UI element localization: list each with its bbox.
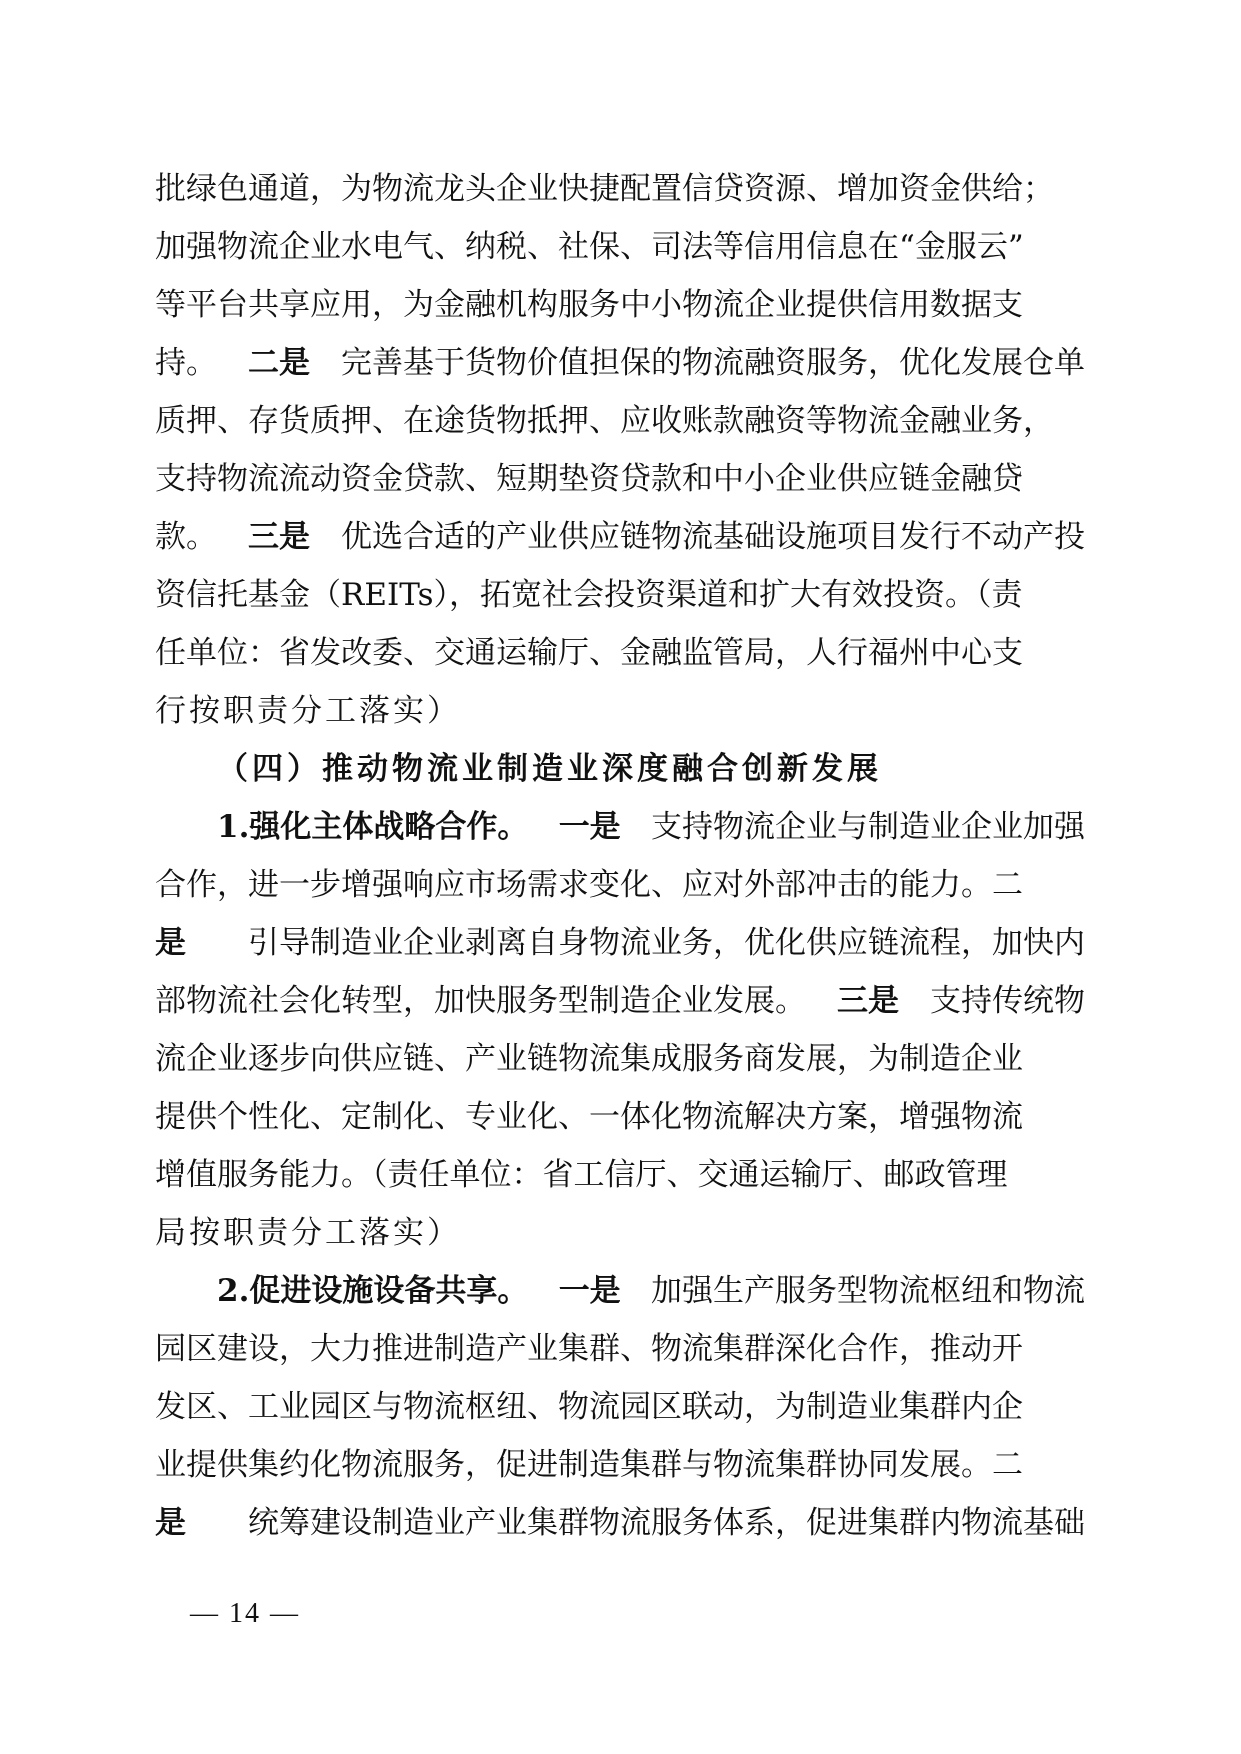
text-line: 局按职责分工落实）: [155, 1215, 461, 1251]
text-line: 园区建设，大力推进制造产业集群、物流集群深化合作，推动开: [155, 1331, 1023, 1367]
text-line: 业提供集约化物流服务，促进制造集群与物流集群协同发展。二: [155, 1447, 1023, 1483]
section-heading: （四）推动物流业制造业深度融合创新发展: [217, 751, 882, 787]
text-line: 质押、存货质押、在途货物抵押、应收账款融资等物流金融业务，: [155, 403, 1054, 439]
text-fragment: 持。: [155, 345, 217, 381]
text-line: [155, 972, 1085, 1030]
text-line: 发区、工业园区与物流枢纽、物流园区联动，为制造业集群内企: [155, 1389, 1023, 1425]
text-line: [155, 334, 1085, 392]
text-line: [155, 798, 1085, 856]
document-body: [155, 160, 1085, 1552]
bold-marker: 二是: [248, 345, 310, 381]
text-line: [155, 1262, 1085, 1320]
text-line: 任单位：省发改委、交通运输厅、金融监管局，人行福州中心支: [155, 635, 1023, 671]
text-line: 支持物流流动资金贷款、短期垫资贷款和中小企业供应链金融贷: [155, 461, 1023, 497]
text-fragment: 款。: [155, 519, 217, 555]
bold-marker: 一是: [558, 1273, 621, 1309]
text-fragment: 部物流社会化转型，加快服务型制造企业发展。: [155, 983, 806, 1019]
text-fragment: 加强生产服务型物流枢纽和物流: [651, 1273, 1085, 1309]
bold-marker: 是: [155, 1505, 186, 1541]
text-fragment: 优选合适的产业供应链物流基础设施项目发行不动产投: [341, 519, 1085, 555]
text-fragment: 引导制造业企业剥离自身物流业务，优化供应链流程，加快内: [248, 925, 1085, 961]
subsection-title: 1.强化主体战略合作。: [217, 809, 529, 845]
text-line: 合作，进一步增强响应市场需求变化、应对外部冲击的能力。二: [155, 867, 1023, 903]
text-line: [155, 914, 1085, 972]
text-line: 行按职责分工落实）: [155, 693, 461, 729]
text-line: 批绿色通道，为物流龙头企业快捷配置信贷资源、增加资金供给；: [155, 171, 1054, 207]
text-line: 增值服务能力。（责任单位：省工信厅、交通运输厅、邮政管理: [155, 1157, 1008, 1193]
bold-marker: 三是: [837, 983, 899, 1019]
text-line: [155, 1494, 1085, 1552]
text-line: 等平台共享应用，为金融机构服务中小物流企业提供信用数据支: [155, 287, 1023, 323]
text-line: 资信托基金（REITs），拓宽社会投资渠道和扩大有效投资。（责: [155, 577, 1023, 613]
text-fragment: 完善基于货物价值担保的物流融资服务，优化发展仓单: [341, 345, 1085, 381]
text-line: 加强物流企业水电气、纳税、社保、司法等信用信息在“金服云”: [155, 229, 1024, 265]
text-line: 提供个性化、定制化、专业化、一体化物流解决方案，增强物流: [155, 1099, 1023, 1135]
text-line: [155, 508, 1085, 566]
subsection-title: 2.促进设施设备共享。: [217, 1273, 529, 1309]
bold-marker: 三是: [248, 519, 310, 555]
text-fragment: 统筹建设制造业产业集群物流服务体系，促进集群内物流基础: [248, 1505, 1085, 1541]
text-fragment: 支持传统物: [930, 983, 1085, 1019]
bold-marker: 一是: [558, 809, 621, 845]
page-number: — 14 —: [190, 1598, 300, 1629]
text-fragment: 支持物流企业与制造业企业加强: [651, 809, 1085, 845]
bold-marker: 是: [155, 925, 186, 961]
text-line: 流企业逐步向供应链、产业链物流集成服务商发展，为制造企业: [155, 1041, 1023, 1077]
